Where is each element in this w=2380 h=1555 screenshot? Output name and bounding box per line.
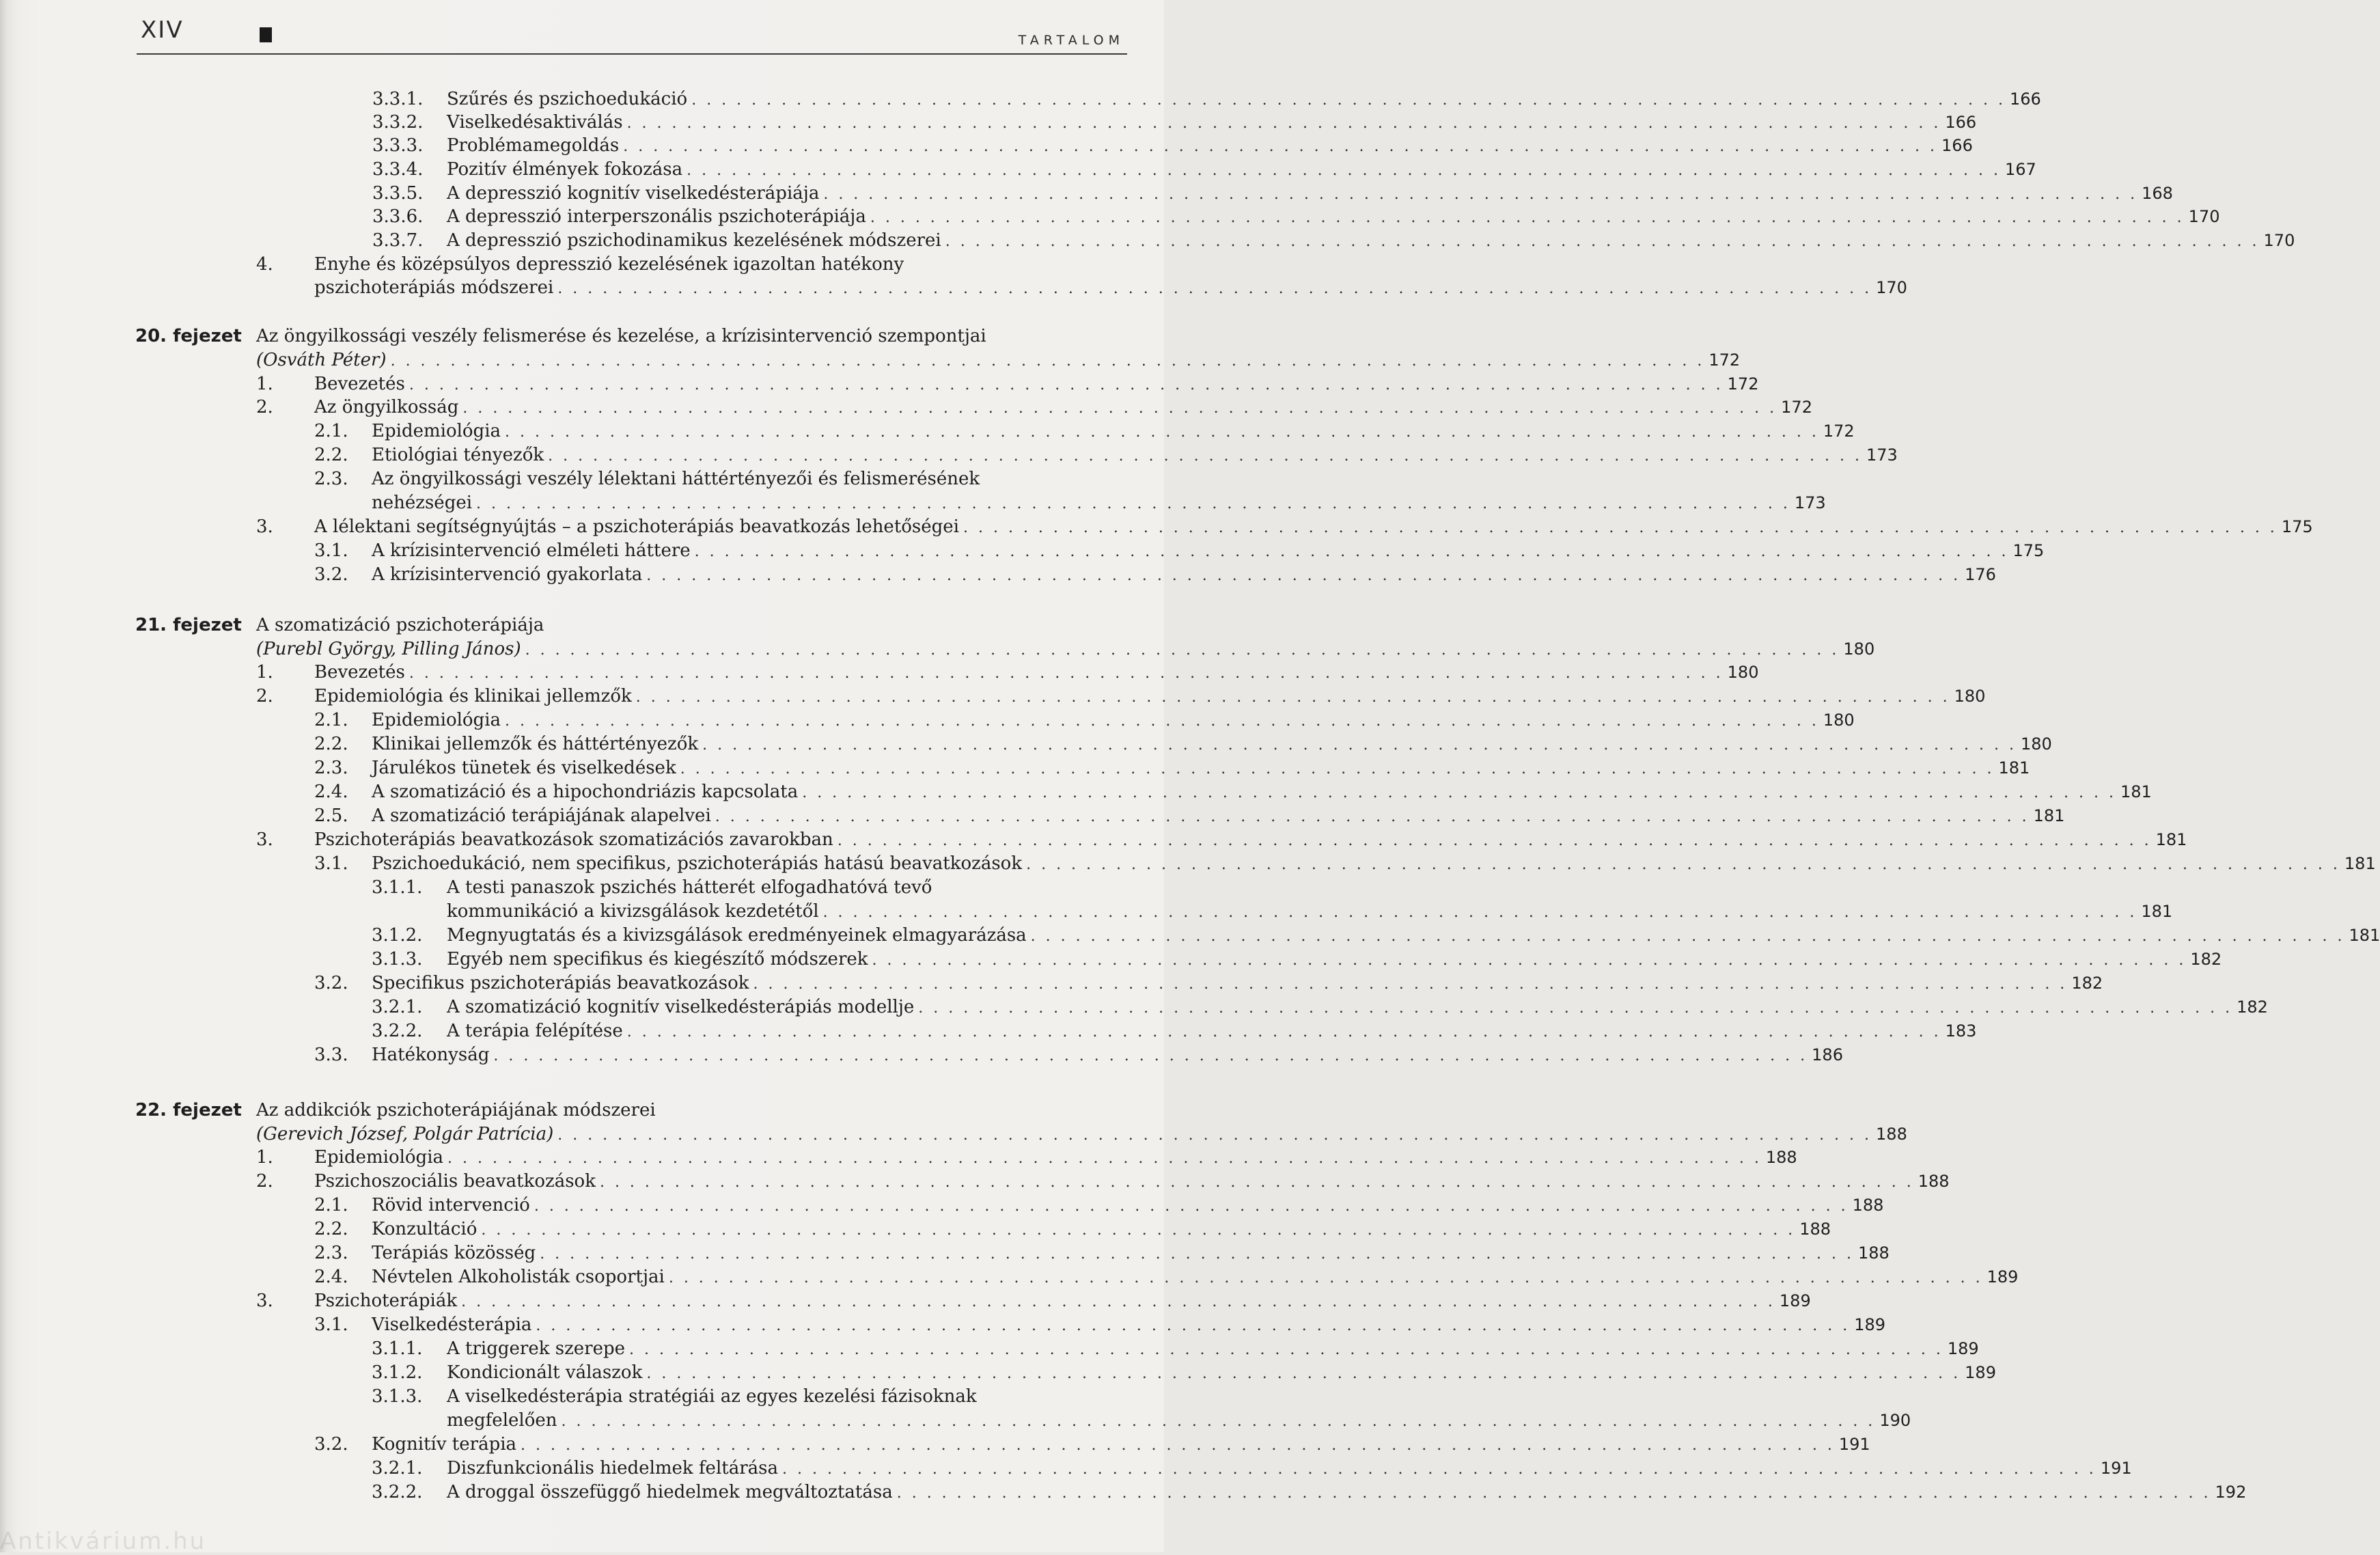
toc-entry [256, 515, 2313, 538]
toc-entry-number: 2.3. [314, 469, 348, 489]
toc-entry [314, 467, 1126, 491]
toc-entry-number: 3.2.1. [372, 997, 423, 1017]
dot-leader: . . . . . . . . . . . . . . . . . . . . . . . . . . . . . . . . . . . . . . . . . . . . . . . . . . . . . . . . . . . . . . . . . . . . . . . . . . . . . . . . . . . . . . . . [409, 665, 1724, 682]
dot-leader: . . . . . . . . . . . . . . . . . . . . . . . . . . . . . . . . . . . . . . . . . . . . . . . . . . . . . . . . . . . . . . . . . . . . . . . . . . . . . . . . . . . . . . . . [782, 1461, 2097, 1478]
toc-entry [256, 1289, 1811, 1312]
toc-entry-page: 168 [2142, 184, 2173, 203]
running-title: TARTALOM [1018, 33, 1124, 48]
toc-entry-title: Klinikai jellemzők és háttértényezők [372, 734, 699, 754]
toc-entry-page: 186 [1812, 1045, 1843, 1064]
toc-entry-title: Kondicionált válaszok [447, 1362, 643, 1383]
toc-entry [256, 253, 1126, 276]
dot-leader: . . . . . . . . . . . . . . . . . . . . . . . . . . . . . . . . . . . . . . . . . . . . . . . . . . . . . . . . . . . . . . . . . . . . . . . . . . . . . . . . . . . . . . . . [702, 737, 2017, 754]
toc-entry [372, 1385, 1126, 1408]
toc-entry [372, 1361, 1996, 1384]
toc-entry-number: 4. [256, 254, 273, 275]
toc-entry [372, 1481, 2247, 1504]
toc-entry-title: A szomatizáció pszichoterápiája [256, 615, 544, 635]
toc-entry-number: 3.3.4. [372, 159, 424, 180]
toc-entry [314, 1194, 1884, 1217]
toc-entry-page: 188 [1876, 1125, 1907, 1144]
toc-entry [314, 972, 2103, 995]
toc-entry-title: Epidemiológia és klinikai jellemzők [314, 686, 632, 706]
toc-entry [256, 276, 1907, 299]
toc-entry-title: Problémamegoldás [447, 135, 620, 156]
toc-entry-page: 180 [1843, 639, 1875, 659]
toc-entry-page: 182 [2237, 997, 2268, 1017]
toc-entry-page: 182 [2071, 974, 2103, 993]
toc-entry-title: Enyhe és középsúlyos depresszió kezelésének igazoltan hatékony [314, 254, 904, 275]
toc-entry-title: Pszichoedukáció, nem specifikus, pszichoterápiás hatású beavatkozások [372, 853, 1023, 874]
toc-entry-number: 3.3.2. [372, 112, 424, 133]
dot-leader: . . . . . . . . . . . . . . . . . . . . . . . . . . . . . . . . . . . . . . . . . . . . . . . . . . . . . . . . . . . . . . . . . . . . . . . . . . . . . . . . . . . . . . . . [822, 904, 2137, 921]
toc-entry-title: A krízisintervenció elméleti háttere [372, 540, 691, 561]
toc-entry [372, 900, 2173, 923]
toc-entry-page: 181 [2033, 806, 2065, 825]
toc-entry [256, 1146, 1797, 1169]
toc-entry-title: Pozitív élmények fokozása [447, 159, 683, 180]
toc-entry-number: 1. [256, 662, 273, 683]
toc-entry [314, 1241, 1890, 1265]
toc-entry-page: 183 [1945, 1021, 1977, 1041]
toc-entry [314, 756, 2030, 780]
toc-entry-title: Pszichoterápiás beavatkozások szomatizációs zavarokban [314, 829, 833, 850]
toc-entry [372, 111, 1977, 134]
toc-entry [256, 661, 1759, 684]
toc-entry [314, 732, 2052, 756]
toc-entry-page: 189 [1987, 1267, 2019, 1286]
toc-entry-number: 3.2.2. [372, 1021, 423, 1041]
toc-entry-number: 3.2.2. [372, 1482, 423, 1502]
toc-entry-number: 2.5. [314, 806, 348, 826]
toc-entry-number: 3. [256, 517, 273, 537]
toc-entry-page: 189 [1965, 1363, 1996, 1382]
toc-entry-title: A szomatizáció és a hipochondriázis kapcsolata [372, 782, 799, 802]
toc-entry-page: 181 [1998, 758, 2030, 778]
toc-entry-title: Bevezetés [314, 662, 405, 683]
dot-leader: . . . . . . . . . . . . . . . . . . . . . . . . . . . . . . . . . . . . . . . . . . . . . . . . . . . . . . . . . . . . . . . . . . . . . . . . . . . . . . . . . . . . . . . . [557, 280, 1872, 297]
toc-entry [256, 325, 1126, 348]
toc-entry [314, 780, 2152, 803]
toc-entry-title: A terápia felépítése [447, 1021, 623, 1041]
toc-entry-title: Epidemiológia [372, 710, 501, 730]
dot-leader: . . . . . . . . . . . . . . . . . . . . . . . . . . . . . . . . . . . . . . . . . . . . . . . . . . . . . . . . . . . . . . . . . . . . . . . . . . . . . . . . . . . . . . . . [476, 495, 1790, 512]
toc-entry-title: Az addikciók pszichoterápiájának módszerei [256, 1100, 656, 1120]
dot-leader: . . . . . . . . . . . . . . . . . . . . . . . . . . . . . . . . . . . . . . . . . . . . . . . . . . . . . . . . . . . . . . . . . . . . . . . . . . . . . . . . . . . . . . . . [626, 115, 1941, 132]
toc-entry-page: 175 [2012, 541, 2045, 560]
toc-entry-title: Névtelen Alkoholisták csoportjai [372, 1267, 665, 1287]
toc-entry-number: 3.2. [314, 973, 348, 993]
toc-entry [314, 419, 1855, 443]
toc-entry-number: 2.2. [314, 734, 348, 754]
dot-leader: . . . . . . . . . . . . . . . . . . . . . . . . . . . . . . . . . . . . . . . . . . . . . . . . . . . . . . . . . . . . . . . . . . . . . . . . . . . . . . . . . . . . . . . . [896, 1485, 2211, 1502]
toc-entry-title: A depresszió kognitív viselkedésterápiája [447, 183, 820, 204]
chapter-label: 22. fejezet [135, 1100, 242, 1120]
toc-entry-page: 175 [2281, 517, 2313, 536]
toc-entry-title: Konzultáció [372, 1219, 478, 1239]
dot-leader: . . . . . . . . . . . . . . . . . . . . . . . . . . . . . . . . . . . . . . . . . . . . . . . . . . . . . . . . . . . . . . . . . . . . . . . . . . . . . . . . . . . . . . . . [635, 689, 1950, 706]
toc-entry [314, 804, 2065, 827]
toc-entry-title: Viselkedésterápia [372, 1315, 532, 1335]
toc-entry-title: (Osváth Péter) [256, 350, 387, 370]
toc-entry-number: 2. [256, 1171, 273, 1192]
toc-entry-page: 170 [2188, 207, 2220, 226]
toc-entry-number: 3.1.2. [372, 1362, 423, 1383]
toc-entry-title: kommunikáció a kivizsgálások kezdetétől [447, 901, 819, 922]
toc-entry-page: 188 [1858, 1243, 1890, 1263]
toc-entry [372, 134, 1973, 157]
toc-entry [256, 1123, 1907, 1146]
toc-entry [372, 924, 2380, 947]
toc-entry-number: 2.1. [314, 710, 348, 730]
toc-entry-number: 2.2. [314, 445, 348, 465]
toc-entry-title: megfelelően [447, 1410, 557, 1431]
dot-leader: . . . . . . . . . . . . . . . . . . . . . . . . . . . . . . . . . . . . . . . . . . . . . . . . . . . . . . . . . . . . . . . . . . . . . . . . . . . . . . . . . . . . . . . . [1030, 928, 2345, 945]
toc-entry-page: 181 [2141, 902, 2173, 921]
toc-entry-page: 166 [1945, 113, 1977, 132]
toc-entry [372, 1457, 2132, 1480]
toc-entry-title: Terápiás közösség [372, 1243, 536, 1263]
toc-entry [256, 348, 1741, 372]
toc-entry-title: pszichoterápiás módszerei [314, 277, 554, 298]
dot-leader: . . . . . . . . . . . . . . . . . . . . . . . . . . . . . . . . . . . . . . . . . . . . . . . . . . . . . . . . . . . . . . . . . . . . . . . . . . . . . . . . . . . . . . . . [599, 1174, 1914, 1191]
toc-entry [314, 1043, 1843, 1067]
toc-entry-number: 3.3. [314, 1045, 348, 1065]
toc-entry [372, 1409, 1911, 1432]
toc-entry-page: 189 [1779, 1291, 1811, 1310]
toc-entry [256, 396, 1812, 419]
toc-entry-title: A testi panaszok pszichés hátterét elfogadhatóvá tevő [447, 877, 932, 898]
toc-entry-number: 3.3.5. [372, 183, 424, 204]
toc-entry-number: 2.4. [314, 1267, 348, 1287]
toc-entry-number: 3.1.2. [372, 925, 423, 946]
toc-entry [372, 1337, 1979, 1360]
toc-entry-page: 190 [1879, 1411, 1911, 1430]
toc-entry-title: A droggal összefüggő hiedelmek megváltoztatása [447, 1482, 893, 1502]
dot-leader: . . . . . . . . . . . . . . . . . . . . . . . . . . . . . . . . . . . . . . . . . . . . . . . . . . . . . . . . . . . . . . . . . . . . . . . . . . . . . . . . . . . . . . . . [390, 353, 1705, 370]
dot-leader: . . . . . . . . . . . . . . . . . . . . . . . . . . . . . . . . . . . . . . . . . . . . . . . . . . . . . . . . . . . . . . . . . . . . . . . . . . . . . . . . . . . . . . . . [802, 784, 2117, 801]
toc-entry-title: Rövid intervenció [372, 1195, 530, 1215]
toc-entry-number: 1. [256, 374, 273, 394]
toc-entry-title: Kognitív terápia [372, 1434, 517, 1455]
toc-entry [372, 229, 2295, 252]
dot-leader: . . . . . . . . . . . . . . . . . . . . . . . . . . . . . . . . . . . . . . . . . . . . . . . . . . . . . . . . . . . . . . . . . . . . . . . . . . . . . . . . . . . . . . . . [753, 976, 2068, 993]
toc-entry-number: 3.2. [314, 1434, 348, 1455]
toc-entry-page: 180 [1823, 711, 1855, 730]
toc-entry-title: Az öngyilkossági veszély lélektani háttértényezői és felismerésének [372, 469, 980, 489]
toc-entry-page: 189 [1947, 1339, 1979, 1358]
toc-entry-title: Specifikus pszichoterápiás beavatkozások [372, 973, 749, 993]
toc-entry-number: 3.2. [314, 564, 348, 585]
toc-entry-title: Diszfunkcionális hiedelmek feltárása [447, 1458, 778, 1478]
dot-leader: . . . . . . . . . . . . . . . . . . . . . . . . . . . . . . . . . . . . . . . . . . . . . . . . . . . . . . . . . . . . . . . . . . . . . . . . . . . . . . . . . . . . . . . . [481, 1222, 1796, 1239]
toc-entry-number: 2.1. [314, 421, 348, 441]
dot-leader: . . . . . . . . . . . . . . . . . . . . . . . . . . . . . . . . . . . . . . . . . . . . . . . . . . . . . . . . . . . . . . . . . . . . . . . . . . . . . . . . . . . . . . . . [687, 162, 2001, 179]
toc-entry-number: 2.3. [314, 1243, 348, 1263]
toc-entry-title: Viselkedésaktiválás [447, 112, 623, 133]
dot-leader: . . . . . . . . . . . . . . . . . . . . . . . . . . . . . . . . . . . . . . . . . . . . . . . . . . . . . . . . . . . . . . . . . . . . . . . . . . . . . . . . . . . . . . . . [870, 209, 2185, 226]
dot-leader: . . . . . . . . . . . . . . . . . . . . . . . . . . . . . . . . . . . . . . . . . . . . . . . . . . . . . . . . . . . . . . . . . . . . . . . . . . . . . . . . . . . . . . . . [534, 1198, 1849, 1215]
dot-leader: . . . . . . . . . . . . . . . . . . . . . . . . . . . . . . . . . . . . . . . . . . . . . . . . . . . . . . . . . . . . . . . . . . . . . . . . . . . . . . . . . . . . . . . . [646, 1365, 1961, 1382]
dot-leader: . . . . . . . . . . . . . . . . . . . . . . . . . . . . . . . . . . . . . . . . . . . . . . . . . . . . . . . . . . . . . . . . . . . . . . . . . . . . . . . . . . . . . . . . [680, 760, 1995, 778]
toc-entry-page: 180 [2020, 734, 2052, 754]
toc-entry-number: 3.3.6. [372, 206, 424, 227]
dot-leader: . . . . . . . . . . . . . . . . . . . . . . . . . . . . . . . . . . . . . . . . . . . . . . . . . . . . . . . . . . . . . . . . . . . . . . . . . . . . . . . . . . . . . . . . [409, 376, 1724, 394]
page-number: XIV [141, 16, 184, 44]
dot-leader: . . . . . . . . . . . . . . . . . . . . . . . . . . . . . . . . . . . . . . . . . . . . . . . . . . . . . . . . . . . . . . . . . . . . . . . . . . . . . . . . . . . . . . . . [536, 1317, 1851, 1334]
toc-entry-title: A szomatizáció terápiájának alapelvei [372, 806, 711, 826]
toc-entry [256, 372, 1759, 396]
toc-entry-page: 181 [2344, 854, 2376, 873]
dot-leader: . . . . . . . . . . . . . . . . . . . . . . . . . . . . . . . . . . . . . . . . . . . . . . . . . . . . . . . . . . . . . . . . . . . . . . . . . . . . . . . . . . . . . . . . [447, 1150, 1762, 1167]
dot-leader: . . . . . . . . . . . . . . . . . . . . . . . . . . . . . . . . . . . . . . . . . . . . . . . . . . . . . . . . . . . . . . . . . . . . . . . . . . . . . . . . . . . . . . . . [493, 1047, 1808, 1064]
toc-entry-title: Pszichoszociális beavatkozások [314, 1171, 596, 1192]
toc-entry [314, 443, 1898, 467]
toc-entry [314, 852, 2376, 875]
toc-entry-title: Járulékos tünetek és viselkedések [372, 758, 676, 778]
dot-leader: . . . . . . . . . . . . . . . . . . . . . . . . . . . . . . . . . . . . . . . . . . . . . . . . . . . . . . . . . . . . . . . . . . . . . . . . . . . . . . . . . . . . . . . . [963, 519, 2278, 536]
toc-entry-page: 180 [1954, 687, 1986, 706]
toc-entry [372, 995, 2268, 1019]
toc-entry-page: 172 [1727, 374, 1759, 394]
toc-entry-title: Epidemiológia [314, 1147, 444, 1168]
dot-leader: . . . . . . . . . . . . . . . . . . . . . . . . . . . . . . . . . . . . . . . . . . . . . . . . . . . . . . . . . . . . . . . . . . . . . . . . . . . . . . . . . . . . . . . . [918, 1000, 2233, 1017]
toc-entry-page: 166 [2010, 90, 2041, 109]
toc-entry-page: 173 [1866, 445, 1898, 465]
toc-entry [372, 205, 2220, 228]
toc-entry-page: 170 [1876, 278, 1907, 297]
toc-entry-title: Az öngyilkosság [314, 397, 459, 417]
dot-leader: . . . . . . . . . . . . . . . . . . . . . . . . . . . . . . . . . . . . . . . . . . . . . . . . . . . . . . . . . . . . . . . . . . . . . . . . . . . . . . . . . . . . . . . . [823, 186, 2138, 203]
dot-leader: . . . . . . . . . . . . . . . . . . . . . . . . . . . . . . . . . . . . . . . . . . . . . . . . . . . . . . . . . . . . . . . . . . . . . . . . . . . . . . . . . . . . . . . . [521, 1437, 1835, 1454]
toc-entry-number: 3.1.1. [372, 877, 423, 898]
toc-entry-page: 172 [1781, 398, 1812, 417]
dot-leader: . . . . . . . . . . . . . . . . . . . . . . . . . . . . . . . . . . . . . . . . . . . . . . . . . . . . . . . . . . . . . . . . . . . . . . . . . . . . . . . . . . . . . . . . [505, 424, 1819, 441]
toc-entry-page: 188 [1852, 1196, 1884, 1215]
toc-entry-page: 188 [1799, 1220, 1831, 1239]
toc-entry-number: 2. [256, 397, 273, 417]
toc-entry-title: A depresszió pszichodinamikus kezelésének módszerei [447, 230, 941, 251]
toc-entry-title: A szomatizáció kognitív viselkedésterápiás modellje [447, 997, 915, 1017]
toc-entry [256, 614, 1126, 637]
dot-leader: . . . . . . . . . . . . . . . . . . . . . . . . . . . . . . . . . . . . . . . . . . . . . . . . . . . . . . . . . . . . . . . . . . . . . . . . . . . . . . . . . . . . . . . . [561, 1413, 1876, 1430]
toc-entry-number: 2.2. [314, 1219, 348, 1239]
toc-entry [256, 828, 2187, 851]
toc-entry-number: 3.1.3. [372, 1386, 423, 1407]
dot-leader: . . . . . . . . . . . . . . . . . . . . . . . . . . . . . . . . . . . . . . . . . . . . . . . . . . . . . . . . . . . . . . . . . . . . . . . . . . . . . . . . . . . . . . . . [694, 543, 2009, 560]
toc-entry-title: Egyéb nem specifikus és kiegészítő módszerek [447, 949, 868, 969]
toc-entry-title: Hatékonyság [372, 1045, 490, 1065]
toc-entry-number: 1. [256, 1147, 273, 1168]
toc-entry-page: 167 [2004, 160, 2036, 179]
dot-leader: . . . . . . . . . . . . . . . . . . . . . . . . . . . . . . . . . . . . . . . . . . . . . . . . . . . . . . . . . . . . . . . . . . . . . . . . . . . . . . . . . . . . . . . . [548, 448, 1862, 465]
toc-entry-page: 188 [1918, 1172, 1950, 1191]
toc-entry-title: A krízisintervenció gyakorlata [372, 564, 643, 585]
toc-entry-number: 3.1. [314, 1315, 348, 1335]
toc-entry-page: 180 [1727, 663, 1759, 682]
dot-leader: . . . . . . . . . . . . . . . . . . . . . . . . . . . . . . . . . . . . . . . . . . . . . . . . . . . . . . . . . . . . . . . . . . . . . . . . . . . . . . . . . . . . . . . . [691, 92, 2006, 109]
toc-entry-title: A lélektani segítségnyújtás – a pszichoterápiás beavatkozás lehetőségei [314, 517, 959, 537]
dot-leader: . . . . . . . . . . . . . . . . . . . . . . . . . . . . . . . . . . . . . . . . . . . . . . . . . . . . . . . . . . . . . . . . . . . . . . . . . . . . . . . . . . . . . . . . [540, 1246, 1854, 1263]
toc-entry [372, 1019, 1977, 1043]
dot-leader: . . . . . . . . . . . . . . . . . . . . . . . . . . . . . . . . . . . . . . . . . . . . . . . . . . . . . . . . . . . . . . . . . . . . . . . . . . . . . . . . . . . . . . . . [505, 713, 1819, 730]
toc-entry-number: 3.3.1. [372, 89, 424, 109]
toc-entry-title: A triggerek szerepe [447, 1338, 626, 1359]
toc-entry-title: Epidemiológia [372, 421, 501, 441]
toc-entry-page: 172 [1708, 350, 1741, 370]
toc-entry-number: 2.1. [314, 1195, 348, 1215]
toc-entry-page: 181 [2349, 926, 2380, 945]
toc-entry-number: 3.1. [314, 853, 348, 874]
toc-entry [314, 1265, 2019, 1289]
toc-entry-page: 192 [2215, 1483, 2247, 1502]
toc-entry [256, 1099, 1126, 1122]
toc-entry-page: 173 [1794, 493, 1826, 512]
toc-entry-number: 2.4. [314, 782, 348, 802]
dot-leader: . . . . . . . . . . . . . . . . . . . . . . . . . . . . . . . . . . . . . . . . . . . . . . . . . . . . . . . . . . . . . . . . . . . . . . . . . . . . . . . . . . . . . . . . [557, 1127, 1872, 1144]
toc-entry-page: 181 [2155, 830, 2187, 849]
dot-leader: . . . . . . . . . . . . . . . . . . . . . . . . . . . . . . . . . . . . . . . . . . . . . . . . . . . . . . . . . . . . . . . . . . . . . . . . . . . . . . . . . . . . . . . . [623, 138, 1938, 155]
dot-leader: . . . . . . . . . . . . . . . . . . . . . . . . . . . . . . . . . . . . . . . . . . . . . . . . . . . . . . . . . . . . . . . . . . . . . . . . . . . . . . . . . . . . . . . . [525, 642, 1840, 659]
toc-entry-title: Szűrés és pszichoedukáció [447, 89, 688, 109]
toc-entry [372, 182, 2173, 205]
toc-entry [314, 539, 2045, 562]
toc-entry-page: 172 [1823, 422, 1855, 441]
toc-entry [314, 491, 1826, 514]
watermark: Antikvárium.hu [0, 1528, 207, 1555]
toc-entry [314, 708, 1855, 732]
dot-leader: . . . . . . . . . . . . . . . . . . . . . . . . . . . . . . . . . . . . . . . . . . . . . . . . . . . . . . . . . . . . . . . . . . . . . . . . . . . . . . . . . . . . . . . . [462, 400, 1777, 417]
toc-entry-number: 3.1.3. [372, 949, 423, 969]
toc-entry-number: 2. [256, 686, 273, 706]
dot-leader: . . . . . . . . . . . . . . . . . . . . . . . . . . . . . . . . . . . . . . . . . . . . . . . . . . . . . . . . . . . . . . . . . . . . . . . . . . . . . . . . . . . . . . . . [461, 1293, 1775, 1310]
toc-entry-page: 181 [2120, 782, 2152, 801]
toc-entry-title: (Gerevich József, Polgár Patrícia) [256, 1124, 554, 1144]
dot-leader: . . . . . . . . . . . . . . . . . . . . . . . . . . . . . . . . . . . . . . . . . . . . . . . . . . . . . . . . . . . . . . . . . . . . . . . . . . . . . . . . . . . . . . . . [715, 808, 2030, 825]
toc-entry [256, 637, 1875, 661]
toc-entry-number: 2.3. [314, 758, 348, 778]
toc-entry [314, 563, 1996, 586]
dot-leader: . . . . . . . . . . . . . . . . . . . . . . . . . . . . . . . . . . . . . . . . . . . . . . . . . . . . . . . . . . . . . . . . . . . . . . . . . . . . . . . . . . . . . . . . [629, 1341, 1943, 1358]
toc-entry-title: Megnyugtatás és a kivizsgálások eredményeinek elmagyarázása [447, 925, 1027, 946]
toc-entry-title: nehézségei [372, 493, 473, 513]
toc-entry [314, 1433, 1870, 1456]
toc-entry [314, 1217, 1831, 1241]
dot-leader: . . . . . . . . . . . . . . . . . . . . . . . . . . . . . . . . . . . . . . . . . . . . . . . . . . . . . . . . . . . . . . . . . . . . . . . . . . . . . . . . . . . . . . . . [626, 1023, 1941, 1041]
toc-entry-page: 176 [1965, 565, 1996, 584]
toc-entry-number: 3.3.7. [372, 230, 424, 251]
toc-entry-page: 166 [1941, 136, 1973, 155]
toc-entry-page: 191 [2100, 1459, 2132, 1478]
toc-entry [314, 1313, 1886, 1336]
chapter-label: 20. fejezet [135, 326, 242, 346]
toc-entry-page: 189 [1854, 1315, 1886, 1334]
toc-entry-number: 3. [256, 829, 273, 850]
dot-leader: . . . . . . . . . . . . . . . . . . . . . . . . . . . . . . . . . . . . . . . . . . . . . . . . . . . . . . . . . . . . . . . . . . . . . . . . . . . . . . . . . . . . . . . . [945, 233, 2260, 250]
toc-entry-page: 188 [1765, 1148, 1797, 1167]
toc-entry-title: (Purebl György, Pilling János) [256, 639, 521, 659]
toc-entry [372, 87, 2041, 111]
toc-entry-title: Az öngyilkossági veszély felismerése és kezelése, a krízisintervenció szempontjai [256, 326, 986, 346]
toc-entry-number: 3.3.3. [372, 135, 424, 156]
dot-leader: . . . . . . . . . . . . . . . . . . . . . . . . . . . . . . . . . . . . . . . . . . . . . . . . . . . . . . . . . . . . . . . . . . . . . . . . . . . . . . . . . . . . . . . . [872, 952, 2187, 969]
toc-entry [256, 685, 1986, 708]
dot-leader: . . . . . . . . . . . . . . . . . . . . . . . . . . . . . . . . . . . . . . . . . . . . . . . . . . . . . . . . . . . . . . . . . . . . . . . . . . . . . . . . . . . . . . . . [1026, 856, 2340, 873]
toc-entry-page: 191 [1838, 1435, 1870, 1454]
toc-entry-page: 170 [2263, 231, 2295, 250]
dot-leader: . . . . . . . . . . . . . . . . . . . . . . . . . . . . . . . . . . . . . . . . . . . . . . . . . . . . . . . . . . . . . . . . . . . . . . . . . . . . . . . . . . . . . . . . [646, 567, 1961, 584]
toc-entry-number: 3.2.1. [372, 1458, 423, 1478]
toc-entry-number: 3.1.1. [372, 1338, 423, 1359]
toc-entry-title: Etiológiai tényezők [372, 445, 544, 465]
toc-entry-title: Pszichoterápiák [314, 1291, 458, 1311]
toc-entry-title: Bevezetés [314, 374, 405, 394]
chapter-label: 21. fejezet [135, 615, 242, 635]
toc-entry-page: 182 [2190, 950, 2222, 969]
toc-entry-title: A viselkedésterápia stratégiái az egyes kezelési fázisoknak [447, 1386, 977, 1407]
toc-entry-number: 3. [256, 1291, 273, 1311]
toc-entry-number: 3.1. [314, 540, 348, 561]
toc-entry [372, 158, 2036, 181]
dot-leader: . . . . . . . . . . . . . . . . . . . . . . . . . . . . . . . . . . . . . . . . . . . . . . . . . . . . . . . . . . . . . . . . . . . . . . . . . . . . . . . . . . . . . . . . [837, 832, 2152, 849]
toc-entry [256, 1170, 1950, 1193]
toc-entry [372, 876, 1126, 899]
toc-entry-title: A depresszió interperszonális pszichoterápiája [447, 206, 866, 227]
dot-leader: . . . . . . . . . . . . . . . . . . . . . . . . . . . . . . . . . . . . . . . . . . . . . . . . . . . . . . . . . . . . . . . . . . . . . . . . . . . . . . . . . . . . . . . . [668, 1269, 1983, 1286]
toc-entry [372, 948, 2222, 971]
